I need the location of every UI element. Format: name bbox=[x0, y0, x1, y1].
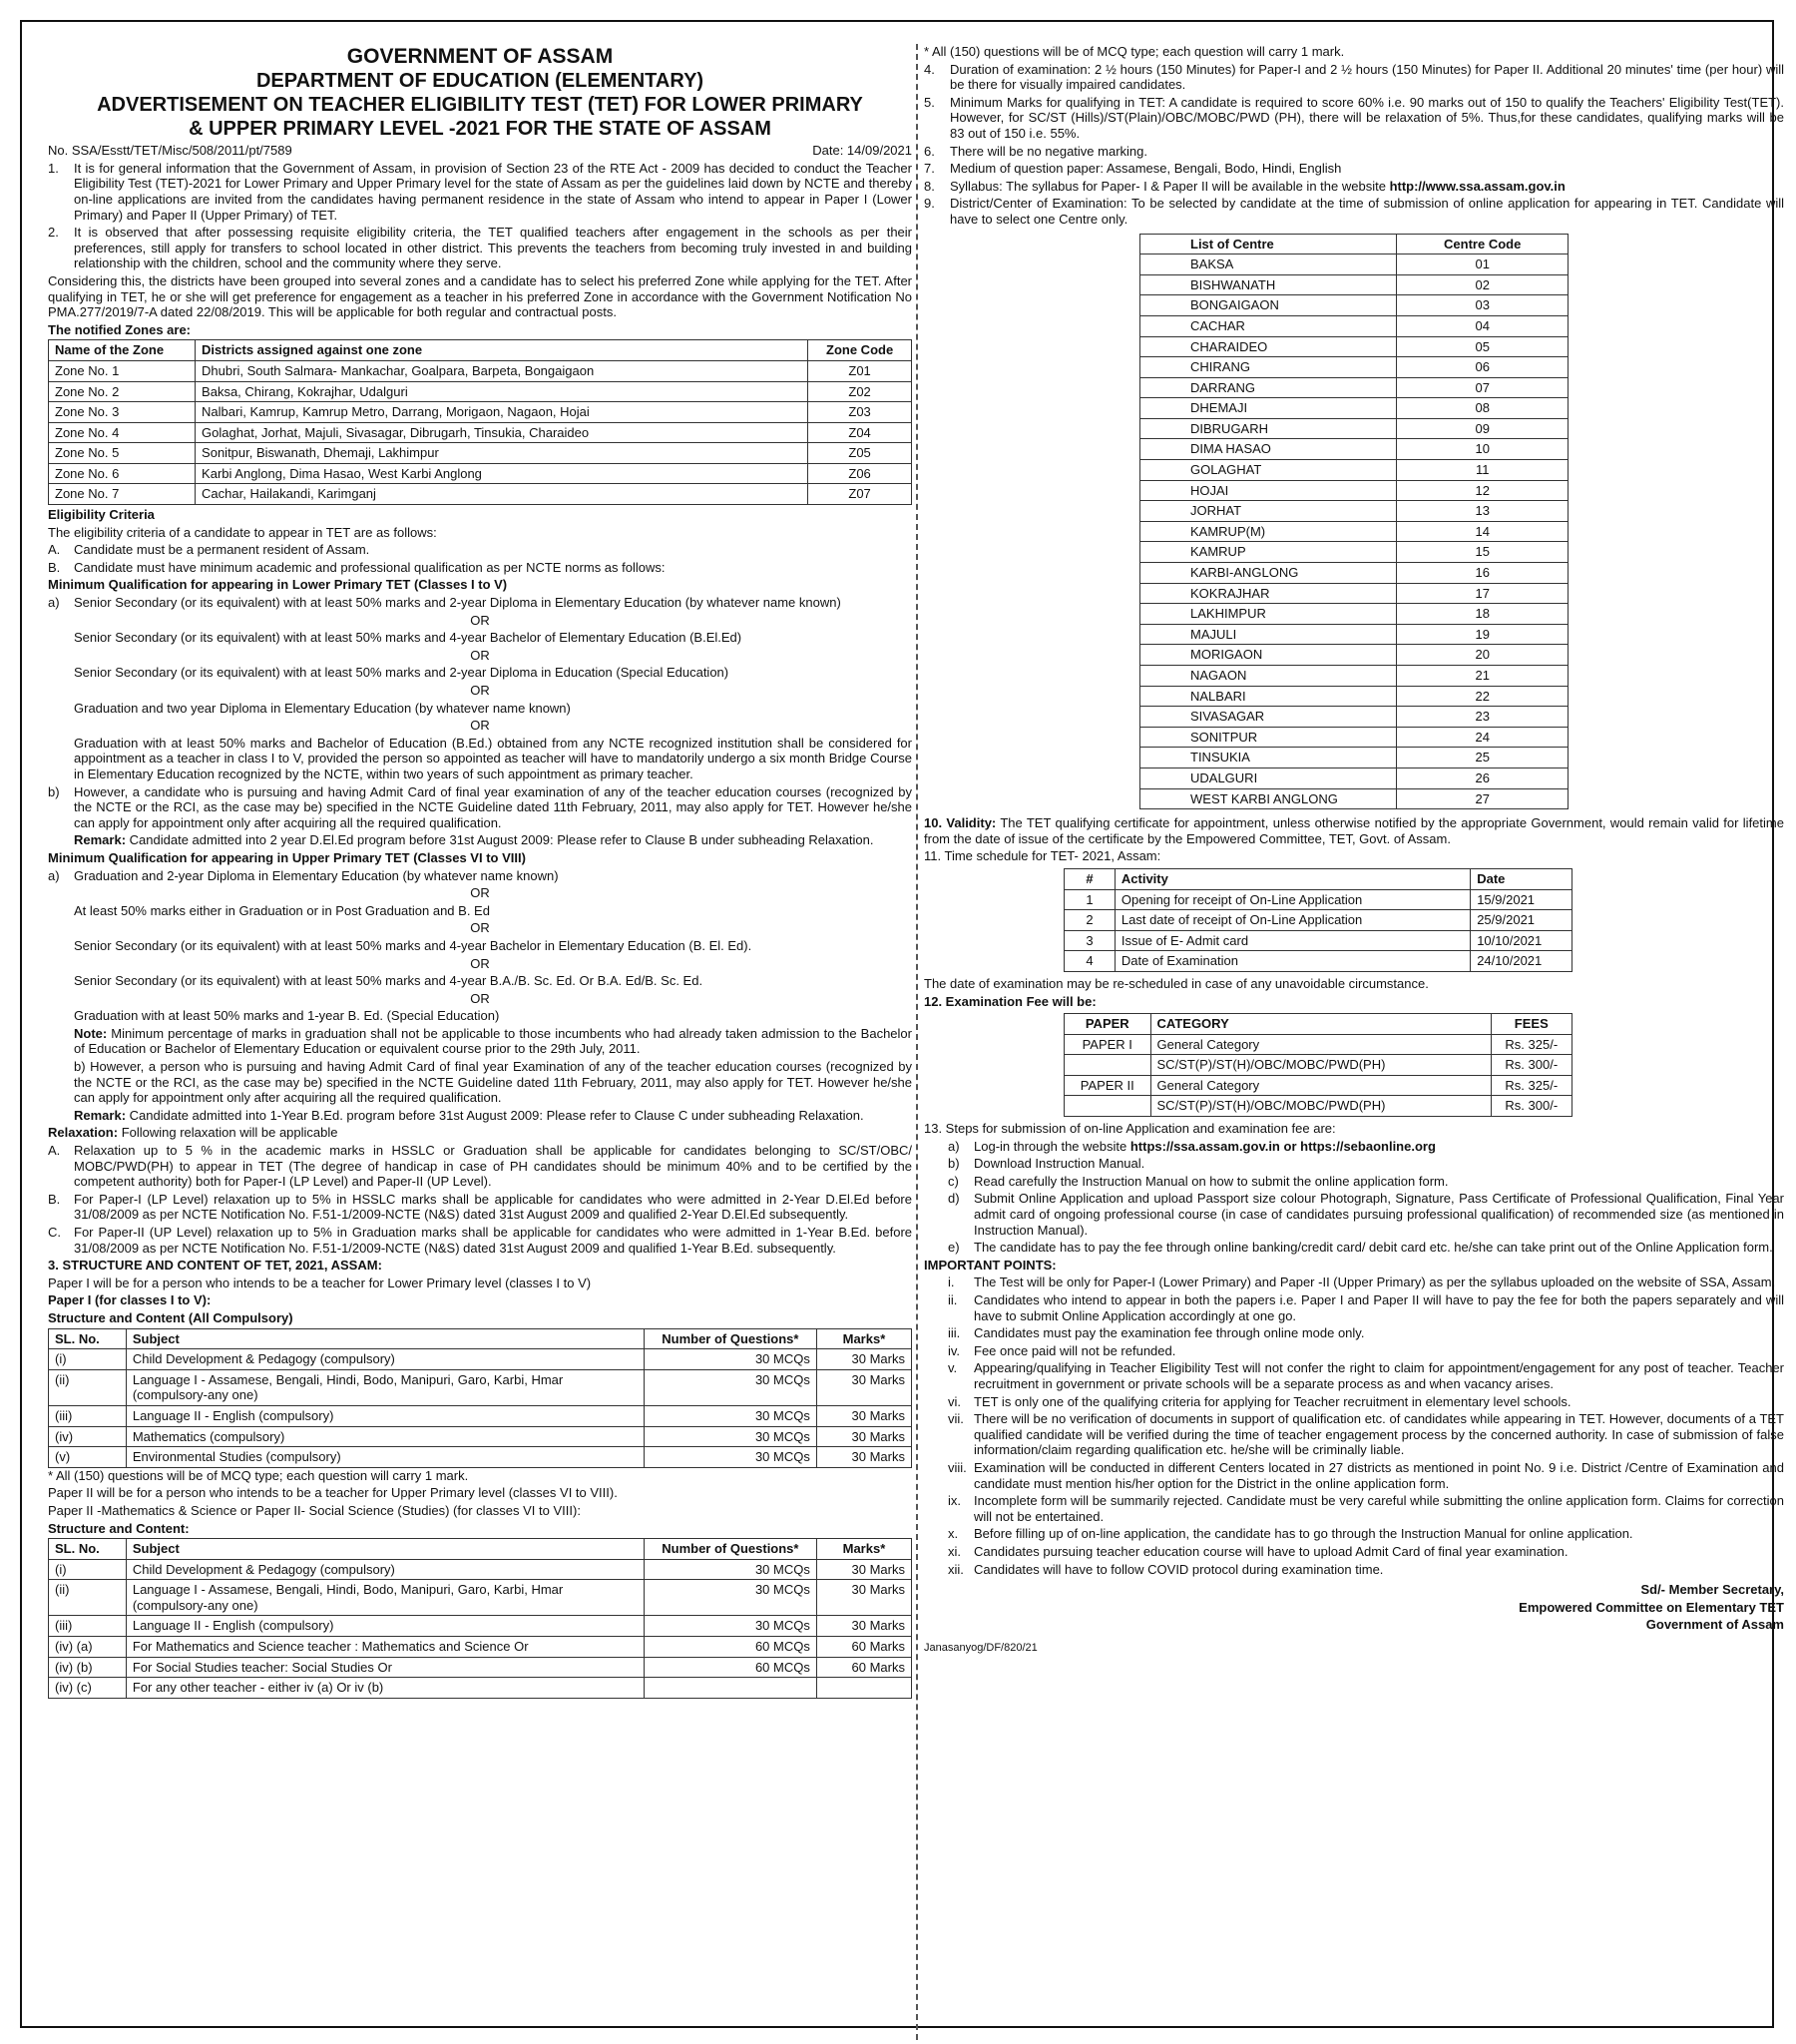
schedule-header-row: # Activity Date bbox=[1065, 868, 1572, 889]
schedule-table bbox=[1064, 868, 1572, 972]
important-point: vii. There will be no verification of documents in support of qualification etc. of candidates while appearing in TET. However, documents of a TET qualified candidate will be verified during the time of teacher engagement process by the concerned authority. In case of submission of false information/claim regarding qualification etc. he/she will be criminally liable. bbox=[948, 1411, 1784, 1458]
eligibility-heading: Eligibility Criteria bbox=[48, 507, 155, 523]
centre-row: NALBARI 22 bbox=[1140, 686, 1569, 707]
centre-row: GOLAGHAT 11 bbox=[1140, 460, 1569, 481]
up-item-a2: At least 50% marks either in Graduation or in Post Graduation and B. Ed bbox=[74, 902, 490, 918]
centre-row: DHEMAJI 08 bbox=[1140, 398, 1569, 419]
intro-item-1: 1. It is for general information that the Government of Assam, in provision of Section 23 of the RTE Act - 2009 has decided to conduct the Teacher Eligibility Test (TET)-2021 for Lower Primary and Upper Primary level for the state of Assam as per the guidelines laid down by NCTE and thereby on-line applications are invited from the candidates having permanent residence in the state of Assam who intend to appear in Paper I (Lower Primary) and Paper II (Upper Primary) of TET. bbox=[48, 160, 912, 223]
zone-row: Zone No. 1 Dhubri, South Salmara- Mankachar, Goalpara, Barpeta, Bongaigaon Z01 bbox=[49, 360, 912, 381]
schedule-heading: 11. Time schedule for TET- 2021, Assam: bbox=[924, 848, 1161, 864]
centre-row: HOJAI 12 bbox=[1140, 480, 1569, 501]
or-separator: OR bbox=[470, 718, 490, 734]
paper1-mcq-note: * All (150) questions will be of MCQ type; each question will carry 1 mark. bbox=[48, 1467, 469, 1483]
zone-row: Zone No. 2 Baksa, Chirang, Kokrajhar, Udalguri Z02 bbox=[49, 381, 912, 402]
centre-row: CHIRANG 06 bbox=[1140, 357, 1569, 378]
step-a: a) Log-in through the website https://ssa.assam.gov.in or https://sebaonline.org bbox=[948, 1138, 1436, 1154]
centre-row: KAMRUP 15 bbox=[1140, 542, 1569, 563]
header-govt: GOVERNMENT OF ASSAM bbox=[346, 45, 614, 68]
relaxation-item-b: B. For Paper-I (LP Level) relaxation up to 5% in HSSLC marks shall be applicable for candidates who were admitted in 2-Year D.El.Ed before 31/08/2009 as per NCTE Notification No. F.51-1/2009-NCTE (N&S) dated 31st August 2009 and qualified 2-Year D.El.Ed subsequently. bbox=[48, 1191, 912, 1223]
right-column bbox=[924, 44, 1784, 1655]
or-separator: OR bbox=[470, 683, 490, 698]
header-title-1: ADVERTISEMENT ON TEACHER ELIGIBILITY TEST (TET) FOR LOWER PRIMARY bbox=[97, 94, 863, 117]
zone-row: Zone No. 3 Nalbari, Kamrup, Kamrup Metro, Darrang, Morigaon, Nagaon, Hojai Z03 bbox=[49, 402, 912, 423]
fee-row: SC/ST(P)/ST(H)/OBC/MOBC/PWD(PH) Rs. 300/- bbox=[1065, 1055, 1572, 1076]
important-point: v. Appearing/qualifying in Teacher Eligibility Test will not confer the right to claim for appointment/engagement for any post of teacher. Teacher recruitment in government or private schools will be a separate process as and when vacancy arises. bbox=[948, 1360, 1784, 1391]
centre-row: SIVASAGAR 23 bbox=[1140, 707, 1569, 728]
structure-heading: 3. STRUCTURE AND CONTENT OF TET, 2021, ASSAM: bbox=[48, 1258, 382, 1274]
mcq-note-right: * All (150) questions will be of MCQ type; each question will carry 1 mark. bbox=[924, 44, 1345, 59]
zone-row: Zone No. 5 Sonitpur, Biswanath, Dhemaji, Lakhimpur Z05 bbox=[49, 443, 912, 464]
fee-row: PAPER II General Category Rs. 325/- bbox=[1065, 1075, 1572, 1096]
eligibility-intro: The eligibility criteria of a candidate to appear in TET are as follows: bbox=[48, 524, 437, 540]
footer-code: Janasanyog/DF/820/21 bbox=[924, 1641, 1038, 1654]
centre-row: TINSUKIA 25 bbox=[1140, 748, 1569, 768]
important-point: iii. Candidates must pay the examination fee through online mode only. bbox=[948, 1325, 1365, 1341]
zones-table bbox=[48, 339, 912, 505]
important-point: vi. TET is only one of the qualifying criteria for applying for Teacher recruitment in elementary level schools. bbox=[948, 1393, 1572, 1409]
up-item-a1: a) Graduation and 2-year Diploma in Elementary Education (by whatever name known) bbox=[48, 867, 559, 883]
centres-table bbox=[1139, 234, 1569, 810]
important-point: xii. Candidates will have to follow COVID protocol during examination time. bbox=[948, 1561, 1384, 1577]
schedule-note: The date of examination may be re-scheduled in case of any unavoidable circumstance. bbox=[924, 975, 1429, 991]
important-point: viii. Examination will be conducted in different Centers located in 27 districts as mentioned in point No. 9 i.e. District /Centre of Examination and candidate must mention his/her option for the District in the online application form. bbox=[948, 1459, 1784, 1491]
intro-item-2: 2. It is observed that after possessing requisite eligibility criteria, the TET qualified teachers after engagement in the schools as per their preferences, still apply for transfers to school located in other district. This prevents the teachers from becoming truly invested in and building relationship with the children, school and the community where they serve. bbox=[48, 225, 912, 271]
paper2-table bbox=[48, 1538, 912, 1699]
zone-row: Zone No. 6 Karbi Anglong, Dima Hasao, West Karbi Anglong Z06 bbox=[49, 463, 912, 484]
centre-row: WEST KARBI ANGLONG 27 bbox=[1140, 788, 1569, 809]
paper2-row: (i) Child Development & Pedagogy (compulsory) 30 MCQs 30 Marks bbox=[49, 1559, 912, 1580]
centre-row: SONITPUR 24 bbox=[1140, 727, 1569, 748]
step-item: b) Download Instruction Manual. bbox=[948, 1156, 1145, 1172]
centre-row: BAKSA 01 bbox=[1140, 255, 1569, 275]
sebaonline-link[interactable]: https://sebaonline.org bbox=[1300, 1138, 1436, 1154]
centre-row: MAJULI 19 bbox=[1140, 624, 1569, 645]
centres-header-row: List of Centre Centre Code bbox=[1140, 234, 1569, 255]
centre-row: KARBI-ANGLONG 16 bbox=[1140, 563, 1569, 584]
schedule-row: 2 Last date of receipt of On-Line Application 25/9/2021 bbox=[1065, 910, 1572, 931]
relaxation-heading: Relaxation: Following relaxation will be applicable bbox=[48, 1125, 338, 1141]
signature-line-2: Empowered Committee on Elementary TET bbox=[1519, 1599, 1784, 1615]
header-dept: DEPARTMENT OF EDUCATION (ELEMENTARY) bbox=[255, 70, 704, 93]
centre-row: MORIGAON 20 bbox=[1140, 645, 1569, 666]
paper2-row: (iv) (c) For any other teacher - either iv (a) Or iv (b) bbox=[49, 1678, 912, 1699]
or-separator: OR bbox=[470, 955, 490, 971]
centre-row: BONGAIGAON 03 bbox=[1140, 295, 1569, 316]
important-point: x. Before filling up of on-line application, the candidate has to go through the Instruction Manual for online application. bbox=[948, 1526, 1633, 1542]
eligibility-item-b: B. Candidate must have minimum academic and professional qualification as per NCTE norms as follows: bbox=[48, 559, 666, 575]
up-item-b: b) However, a person who is pursuing and having Admit Card of final year Examination of any of the teacher education courses (recognized by the NCTE or the RCI, as the case may be) specified in the NCTE Guideline dated 11th February, 2011, may also apply for TET. However he/she can apply for appointment only after acquiring all the required qualification. bbox=[74, 1059, 912, 1106]
paper2-row: (iv) (b) For Social Studies teacher: Social Studies Or 60 MCQs 60 Marks bbox=[49, 1657, 912, 1678]
or-separator: OR bbox=[470, 990, 490, 1006]
important-point: iv. Fee once paid will not be refunded. bbox=[948, 1342, 1176, 1358]
centre-row: CACHAR 04 bbox=[1140, 315, 1569, 336]
centre-row: DIBRUGARH 09 bbox=[1140, 418, 1569, 439]
left-column bbox=[48, 44, 912, 1699]
schedule-row: 4 Date of Examination 24/10/2021 bbox=[1065, 951, 1572, 972]
paper2-row: (iii) Language II - English (compulsory) 30 MCQs 30 Marks bbox=[49, 1616, 912, 1637]
lp-item-a3: Senior Secondary (or its equivalent) with at least 50% marks and 2-year Diploma in Education (Special Education) bbox=[74, 665, 729, 681]
paper1-table bbox=[48, 1328, 912, 1468]
centre-row: JORHAT 13 bbox=[1140, 501, 1569, 522]
ssa-website-link[interactable]: https://ssa.assam.gov.in bbox=[1129, 1138, 1280, 1154]
info-item: 5. Minimum Marks for qualifying in TET: A candidate is required to score 60% i.e. 90 marks out of 150 to qualify the Teachers' Eligibility Test(TET). However, for SC/ST (Hills)/ST(Plain)/OBC/MOBC/PWD (PH), there will be relaxation of 5%. Thus,for these candidates, qualifying marks will be 83 out of 150 i.e. 55%. bbox=[924, 94, 1784, 141]
important-point: ii. Candidates who intend to appear in both the papers i.e. Paper I and Paper II will have to pay the fee for both the papers separately and will have to submit Online Application accordingly at one go. bbox=[948, 1292, 1784, 1323]
lp-item-b: b) However, a candidate who is pursuing and having Admit Card of final year examination of any of the teacher education courses (recognized by the NCTE or the RCI, as the case may be) specified in the NCTE Guideline dated 11th February, 2011, may also apply for TET. However he/she can apply for appointment only after acquiring all the required qualification. bbox=[48, 783, 912, 830]
paper1-structure-heading: Structure and Content (All Compulsory) bbox=[48, 1309, 293, 1325]
paper2-row: (ii) Language I - Assamese, Bengali, Hindi, Bodo, Manipuri, Garo, Karbi, Hmar (compulsory-any one) 30 MCQs 30 Marks bbox=[49, 1580, 912, 1616]
centre-row: CHARAIDEO 05 bbox=[1140, 336, 1569, 357]
up-item-a4: Senior Secondary (or its equivalent) with at least 50% marks and 4-year B.A./B. Sc. Ed. Or B.A. Ed/B. Sc. Ed. bbox=[74, 973, 703, 989]
reference-number: No. SSA/Esstt/TET/Misc/508/2011/pt/7589 bbox=[48, 143, 292, 159]
lp-item-a2: Senior Secondary (or its equivalent) with at least 50% marks and 4-year Bachelor of Elementary Education (B.El.Ed) bbox=[74, 630, 742, 646]
paper1-row: (v) Environmental Studies (compulsory) 30 MCQs 30 Marks bbox=[49, 1447, 912, 1468]
eligibility-item-a: A. Candidate must be a permanent resident of Assam. bbox=[48, 542, 370, 558]
schedule-row: 3 Issue of E- Admit card 10/10/2021 bbox=[1065, 930, 1572, 951]
info-item: 4. Duration of examination: 2 ½ hours (150 Minutes) for Paper-I and 2 ½ hours (150 Minutes) for Paper II. Additional 20 minutes' time (per hour) will be there for visually impaired candidates. bbox=[924, 61, 1784, 93]
signature-line-3: Government of Assam bbox=[1645, 1617, 1784, 1633]
centre-row: NAGAON 21 bbox=[1140, 666, 1569, 687]
relaxation-item-c: C. For Paper-II (UP Level) relaxation up to 5% in Graduation marks shall be applicable for candidates who were admitted in 1-Year B.Ed. before 31/08/2009 as per NCTE Notification No. F.51-1/2009-NCTE (N&S) dated 31st August 2009 and qualified 1-Year B.Ed. subsequently. bbox=[48, 1225, 912, 1256]
step-item: d) Submit Online Application and upload Passport size colour Photograph, Signature, Pass Certificate of Professional Qualification, Final Year admit card of ongoing professional course (in case of candidates pursuing professional qualification) of recommended size (as mentioned in Instruction Manual). bbox=[948, 1191, 1784, 1238]
schedule-row: 1 Opening for receipt of On-Line Application 15/9/2021 bbox=[1065, 889, 1572, 910]
lp-remark: Remark: Candidate admitted into 2 year D.El.Ed program before 31st August 2009: Please refer to Clause B under subheading Relaxation. bbox=[74, 832, 874, 848]
fees-heading: 12. Examination Fee will be: bbox=[924, 993, 1097, 1009]
relaxation-item-a: A. Relaxation up to 5 % in the academic marks in HSSLC or Graduation shall be applicable for candidates belonging to SC/ST/OBC/ MOBC/PWD(PH) to appear in TET (The degree of handicap in case of PH candidates should be minimum 40% and to be certified by the competent authority) both for Paper-I (LP Level) and Paper-II (UP Level). bbox=[48, 1143, 912, 1190]
up-remark: Remark: Candidate admitted into 1-Year B.Ed. program before 31st August 2009: Please refer to Clause C under subheading Relaxation. bbox=[74, 1107, 864, 1123]
up-item-a5: Graduation with at least 50% marks and 1-year B. Ed. (Special Education) bbox=[74, 1008, 500, 1024]
header-title-2: & UPPER PRIMARY LEVEL -2021 FOR THE STATE OF ASSAM bbox=[189, 118, 771, 141]
paper2-subheading: Paper II -Mathematics & Science or Paper II- Social Science (Studies) (for classes VI to VIII): bbox=[48, 1502, 581, 1518]
centre-row: LAKHIMPUR 18 bbox=[1140, 604, 1569, 625]
notice-date: Date: 14/09/2021 bbox=[812, 143, 912, 159]
or-separator: OR bbox=[470, 885, 490, 901]
or-separator: OR bbox=[470, 920, 490, 936]
paper1-row: (i) Child Development & Pedagogy (compulsory) 30 MCQs 30 Marks bbox=[49, 1349, 912, 1370]
info-item: 7. Medium of question paper: Assamese, Bengali, Bodo, Hindi, English bbox=[924, 161, 1342, 177]
up-item-a3: Senior Secondary (or its equivalent) with at least 50% marks and 4-year Bachelor in Elementary Education (B. El. Ed). bbox=[74, 937, 752, 953]
fee-row: PAPER I General Category Rs. 325/- bbox=[1065, 1034, 1572, 1055]
important-point: ix. Incomplete form will be summarily rejected. Candidate must be very careful while submitting the online application form. Claims for correction will not be entertained. bbox=[948, 1493, 1784, 1524]
paper2-row: (iv) (a) For Mathematics and Science teacher : Mathematics and Science Or 60 MCQs 60 Marks bbox=[49, 1637, 912, 1658]
advertisement-page bbox=[20, 20, 1784, 2028]
paper1-row: (ii) Language I - Assamese, Bengali, Hindi, Bodo, Manipuri, Garo, Karbi, Hmar (compulsory-any one) 30 MCQs 30 Marks bbox=[49, 1369, 912, 1405]
intro-zone-paragraph: Considering this, the districts have been grouped into several zones and a candidate has to select his preferred Zone while applying for the TET. After qualifying in TET, he or she will get preference for engagement as a teacher in his preferred Zone in accordance with the Government Notification No PMA.277/2019/7-A dated 22/08/2019. This will be applicable for both regular and contractual posts. bbox=[48, 272, 912, 320]
centre-row: KOKRAJHAR 17 bbox=[1140, 583, 1569, 604]
fees-table bbox=[1064, 1013, 1572, 1117]
centre-row: KAMRUP(M) 14 bbox=[1140, 521, 1569, 542]
centre-row: UDALGURI 26 bbox=[1140, 767, 1569, 788]
lp-item-a5: Graduation with at least 50% marks and Bachelor of Education (B.Ed.) obtained from any NCTE recognized institution shall be considered for appointment as a teacher in class I to V, provided the person so appointed as teacher will have to mandatorily undergo a six month Bridge Course in Elementary Education recognized by the NCTE, within two years of such appointment as primary teacher. bbox=[74, 735, 912, 781]
paper1-row: (iii) Language II - English (compulsory) 30 MCQs 30 Marks bbox=[49, 1405, 912, 1426]
paper2-header-row: SL. No. Subject Number of Questions* Marks* bbox=[49, 1539, 912, 1560]
centre-item: 9. District/Center of Examination: To be selected by candidate at the time of submission of online application for appearing in TET. Candidate will have to select one Centre only. bbox=[924, 196, 1784, 227]
zone-row: Zone No. 4 Golaghat, Jorhat, Majuli, Sivasagar, Dibrugarh, Tinsukia, Charaideo Z04 bbox=[49, 422, 912, 443]
ref-row bbox=[48, 143, 912, 159]
paper1-row: (iv) Mathematics (compulsory) 30 MCQs 30 Marks bbox=[49, 1426, 912, 1447]
zones-heading: The notified Zones are: bbox=[48, 321, 192, 337]
important-point: i. The Test will be only for Paper-I (Lower Primary) and Paper -II (Upper Primary) as per the syllabus uploaded on the website of SSA, Assam. bbox=[948, 1275, 1776, 1290]
or-separator: OR bbox=[470, 612, 490, 628]
lp-item-a1: a) Senior Secondary (or its equivalent) with at least 50% marks and 2-year Diploma in Elementary Education (by whatever name known) bbox=[48, 595, 841, 611]
lp-item-a4: Graduation and two year Diploma in Elementary Education (by whatever name known) bbox=[74, 700, 571, 716]
lp-heading: Minimum Qualification for appearing in Lower Primary TET (Classes I to V) bbox=[48, 577, 508, 593]
zone-row: Zone No. 7 Cachar, Hailakandi, Karimganj Z07 bbox=[49, 484, 912, 505]
zones-header-row: Name of the Zone Districts assigned against one zone Zone Code bbox=[49, 340, 912, 361]
paper2-structure-heading: Structure and Content: bbox=[48, 1520, 190, 1536]
centre-row: DIMA HASAO 10 bbox=[1140, 439, 1569, 460]
column-divider bbox=[916, 44, 918, 2040]
signature-block bbox=[924, 1581, 1784, 1634]
signature-line-1: Sd/- Member Secretary, bbox=[1640, 1582, 1784, 1598]
fee-row: SC/ST(P)/ST(H)/OBC/MOBC/PWD(PH) Rs. 300/- bbox=[1065, 1096, 1572, 1117]
up-heading: Minimum Qualification for appearing in Upper Primary TET (Classes VI to VIII) bbox=[48, 849, 526, 865]
syllabus-link[interactable]: http://www.ssa.assam.gov.in bbox=[1389, 178, 1566, 194]
steps-heading: 13. Steps for submission of on-line Application and examination fee are: bbox=[924, 1121, 1336, 1137]
important-point: xi. Candidates pursuing teacher education course will have to upload Admit Card of final year examination. bbox=[948, 1543, 1569, 1559]
centre-row: DARRANG 07 bbox=[1140, 377, 1569, 398]
important-heading: IMPORTANT POINTS: bbox=[924, 1257, 1057, 1273]
syllabus-item: 8. Syllabus: The syllabus for Paper- I & Paper II will be available in the website http://www.ssa.assam.gov.in bbox=[924, 178, 1566, 194]
fees-header-row: PAPER CATEGORY FEES bbox=[1065, 1014, 1572, 1035]
paper1-header-row: SL. No. Subject Number of Questions* Marks* bbox=[49, 1328, 912, 1349]
step-item: e) The candidate has to pay the fee through online banking/credit card/ debit card etc. he/she can take print out of the Online Application form. bbox=[948, 1240, 1773, 1256]
info-item: 6. There will be no negative marking. bbox=[924, 143, 1147, 159]
paper1-intro: Paper I will be for a person who intends to be a teacher for Lower Primary level (classes I to V) bbox=[48, 1275, 592, 1290]
paper1-subheading: Paper I (for classes I to V): bbox=[48, 1292, 212, 1308]
centre-row: BISHWANATH 02 bbox=[1140, 274, 1569, 295]
up-note: Note: Minimum percentage of marks in graduation shall not be applicable to those incumbents who had already taken admission to the Bachelor of Education or Bachelor of Elementary Education or equivalent course prior to the 29th July, 2011. bbox=[74, 1025, 912, 1057]
step-item: c) Read carefully the Instruction Manual on how to submit the online application form. bbox=[948, 1173, 1449, 1189]
validity-paragraph: 10. Validity: The TET qualifying certificate for appointment, unless otherwise notified by the appropriate Government, would remain valid for lifetime from the date of issue of the certificate by the Empowered Committee, TET, Govt. of Assam. bbox=[924, 815, 1784, 846]
or-separator: OR bbox=[470, 647, 490, 663]
paper2-intro: Paper II will be for a person who intends to be a teacher for Upper Primary level (classes VI to VIII). bbox=[48, 1485, 618, 1501]
